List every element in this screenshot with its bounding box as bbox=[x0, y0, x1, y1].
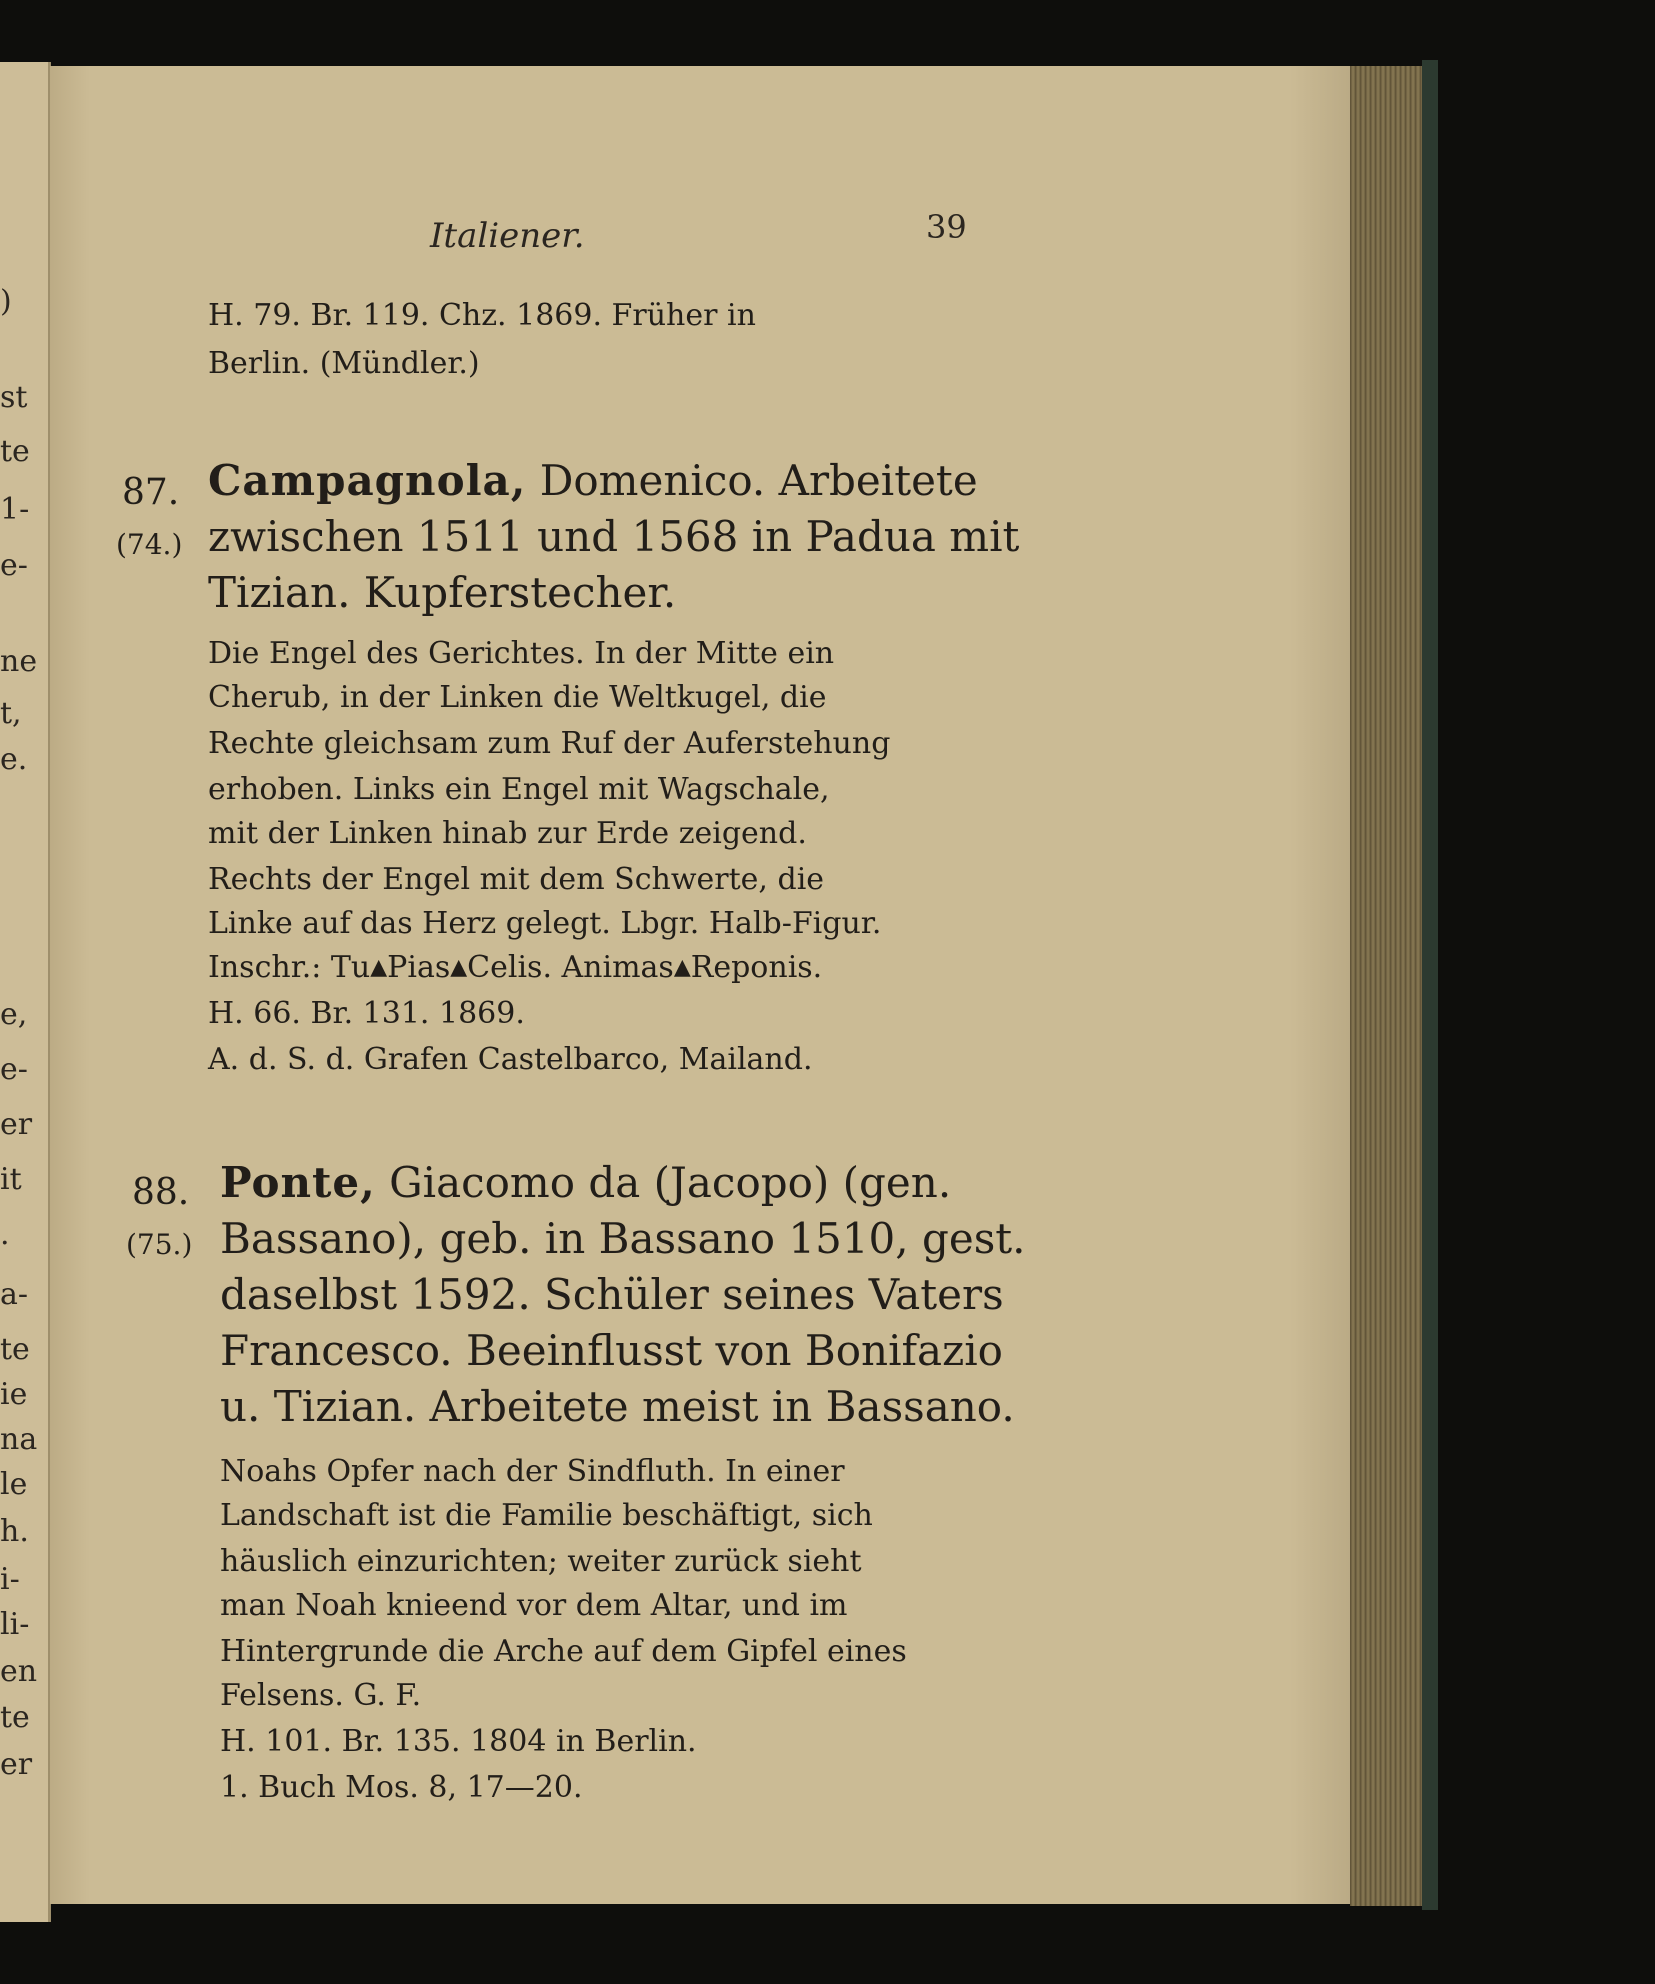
old-entry-number: (74.) bbox=[116, 528, 183, 561]
prev-fragment: e. bbox=[0, 742, 28, 777]
prev-fragment: st bbox=[0, 380, 28, 415]
entry-number: 88. bbox=[132, 1172, 190, 1213]
description-line: Felsens. G. F. bbox=[220, 1678, 422, 1713]
prev-fragment: e- bbox=[0, 1052, 28, 1087]
inscription-line bbox=[208, 950, 822, 985]
reference-line: 1. Buch Mos. 8, 17—20. bbox=[220, 1770, 583, 1805]
prev-fragment: 1- bbox=[0, 492, 30, 527]
previous-page-edge bbox=[0, 62, 51, 1922]
prev-fragment: en bbox=[0, 1654, 38, 1689]
prev-fragment: e- bbox=[0, 548, 28, 583]
inscription-word: Celis. Animas bbox=[467, 950, 674, 985]
description-line: Rechts der Engel mit dem Schwerte, die bbox=[208, 862, 825, 897]
inscription-word: Pias bbox=[387, 950, 451, 985]
description-line: Linke auf das Herz gelegt. Lbgr. Halb-Figur. bbox=[208, 906, 882, 941]
description-line: man Noah knieend vor dem Altar, und im bbox=[220, 1588, 848, 1623]
bio-line: Tizian. Kupferstecher. bbox=[208, 568, 677, 617]
old-entry-number: (75.) bbox=[126, 1228, 193, 1261]
bio-line: Bassano), geb. in Bassano 1510, gest. bbox=[220, 1214, 1026, 1263]
artist-name: Campagnola, bbox=[208, 456, 527, 505]
prev-fragment: er bbox=[0, 1747, 33, 1782]
bio-line: Francesco. Beeinflusst von Bonifazio bbox=[220, 1326, 1003, 1375]
description-line: Die Engel des Gerichtes. In der Mitte ein bbox=[208, 636, 835, 671]
prev-fragment: er bbox=[0, 1107, 33, 1142]
prev-fragment: na bbox=[0, 1422, 38, 1457]
triangle-marker-icon: ▲ bbox=[450, 955, 468, 980]
bio-text: Giacomo da (Jacopo) (gen. bbox=[375, 1158, 952, 1207]
prev-fragment: e, bbox=[0, 997, 28, 1032]
bio-line: u. Tizian. Arbeitete meist in Bassano. bbox=[220, 1382, 1015, 1431]
inscription-label: Inschr.: Tu bbox=[208, 950, 371, 985]
prev-fragment: t, bbox=[0, 696, 22, 731]
bio-line: zwischen 1511 und 1568 in Padua mit bbox=[208, 512, 1020, 561]
prev-fragment: it bbox=[0, 1162, 22, 1197]
prev-fragment: le bbox=[0, 1467, 28, 1502]
description-line: mit der Linken hinab zur Erde zeigend. bbox=[208, 816, 807, 851]
description-line: Hintergrunde die Arche auf dem Gipfel eines bbox=[220, 1634, 907, 1669]
prev-fragment: li- bbox=[0, 1607, 30, 1642]
entry-heading bbox=[220, 1158, 951, 1207]
running-title: Italiener. bbox=[430, 216, 585, 256]
carry-over-line: Berlin. (Mündler.) bbox=[208, 346, 480, 381]
prev-fragment: a- bbox=[0, 1277, 29, 1312]
provenance-line: A. d. S. d. Grafen Castelbarco, Mailand. bbox=[208, 1042, 813, 1077]
prev-fragment: h. bbox=[0, 1514, 29, 1549]
prev-fragment: te bbox=[0, 1700, 30, 1735]
prev-fragment: te bbox=[0, 1332, 30, 1367]
prev-fragment: . bbox=[0, 1217, 10, 1252]
description-line: Cherub, in der Linken die Weltkugel, die bbox=[208, 680, 827, 715]
page-number: 39 bbox=[926, 208, 967, 246]
triangle-marker-icon: ▲ bbox=[673, 955, 691, 980]
entry-heading bbox=[208, 456, 978, 505]
prev-fragment: ie bbox=[0, 1377, 28, 1412]
book-page bbox=[50, 66, 1350, 1904]
book-cover-edge bbox=[1422, 60, 1438, 1910]
description-line: häuslich einzurichten; weiter zurück sieht bbox=[220, 1544, 862, 1579]
prev-fragment: i- bbox=[0, 1562, 20, 1597]
page-block-edge bbox=[1350, 66, 1422, 1906]
measurements-line: H. 101. Br. 135. 1804 in Berlin. bbox=[220, 1724, 697, 1759]
carry-over-line: H. 79. Br. 119. Chz. 1869. Früher in bbox=[208, 298, 756, 333]
description-line: Noahs Opfer nach der Sindfluth. In einer bbox=[220, 1454, 845, 1489]
triangle-marker-icon: ▲ bbox=[370, 955, 388, 980]
bio-line: daselbst 1592. Schüler seines Vaters bbox=[220, 1270, 1004, 1319]
description-line: Landschaft ist die Familie beschäftigt, sich bbox=[220, 1498, 873, 1533]
measurements-line: H. 66. Br. 131. 1869. bbox=[208, 996, 525, 1031]
prev-fragment: te bbox=[0, 434, 30, 469]
artist-name: Ponte, bbox=[220, 1158, 376, 1207]
description-line: erhoben. Links ein Engel mit Wagschale, bbox=[208, 772, 830, 807]
entry-number: 87. bbox=[122, 472, 180, 513]
inscription-word: Reponis. bbox=[690, 950, 823, 985]
prev-fragment: ne bbox=[0, 644, 38, 679]
bio-text: Domenico. Arbeitete bbox=[526, 456, 978, 505]
prev-fragment: ) bbox=[0, 284, 12, 319]
description-line: Rechte gleichsam zum Ruf der Auferstehung bbox=[208, 726, 891, 761]
